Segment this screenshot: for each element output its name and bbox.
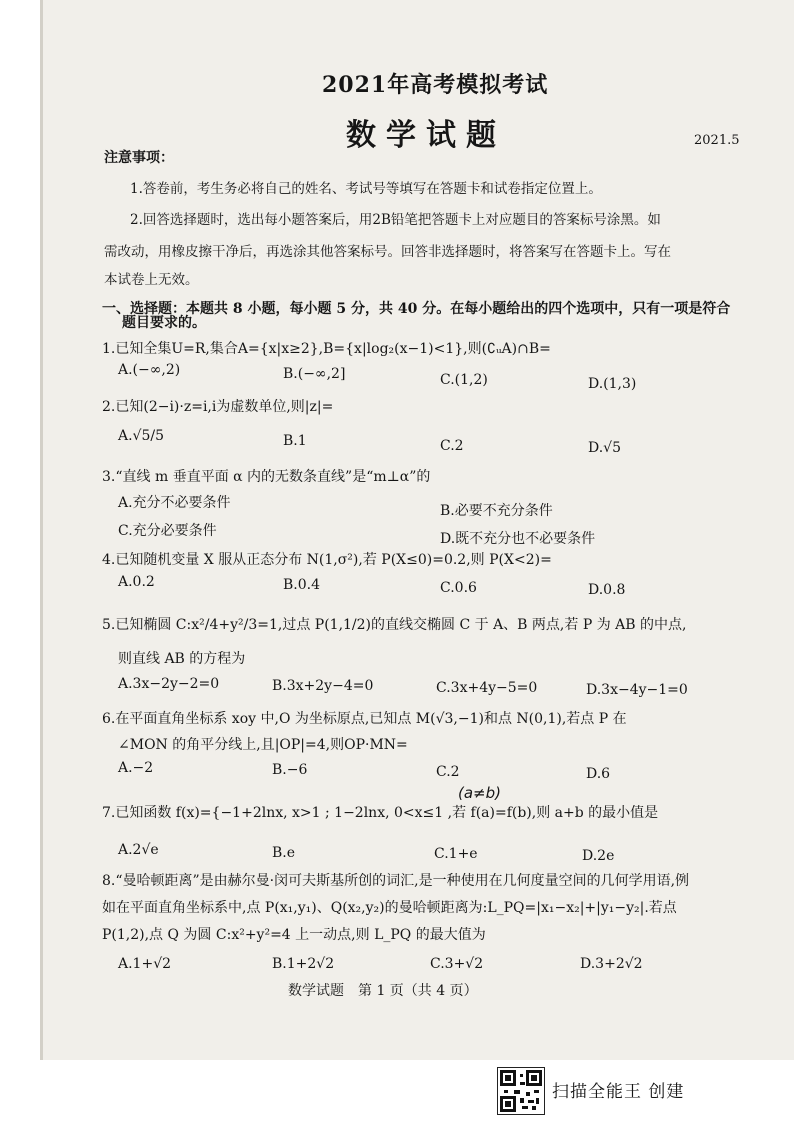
notes-heading: 注意事项：: [104, 150, 174, 166]
question-5: 5.已知椭圆 C:x²/4+y²/3=1,过点 P(1,1/2)的直线交椭圆 C 于 A、B 两点,若 P 为 AB 的中点,: [102, 617, 687, 633]
q4-option-c: C.0.6: [440, 580, 477, 596]
question-1: 1.已知全集U=R,集合A={x|x≥2},B={x|log₂(x−1)<1},则(∁ᵤA)∩B=: [102, 341, 551, 357]
note-line-2b: 需改动，用橡皮擦干净后，再选涂其他答案标号。回答非选择题时，将答案写在答题卡上。写在: [104, 244, 671, 260]
q8-option-a: A.1+√2: [118, 956, 172, 972]
note-line-1: 1.答卷前，考生务必将自己的姓名、考试号等填写在答题卡和试卷指定位置上。: [130, 181, 602, 197]
note-line-2c: 本试卷上无效。: [104, 272, 199, 288]
q3-option-a: A.充分不必要条件: [118, 495, 231, 511]
q2-option-c: C.2: [440, 438, 464, 454]
question-6-cont: ∠MON 的角平分线上,且|OP|=4,则OP·MN=: [118, 737, 408, 753]
q2-option-a: A.√5/5: [118, 428, 165, 444]
q7-option-c: C.1+e: [434, 846, 478, 862]
q1-option-b: B.(−∞,2]: [283, 366, 346, 382]
qr-code-icon: [497, 1067, 545, 1115]
q7-option-b: B.e: [272, 845, 296, 861]
q6-option-b: B.−6: [272, 762, 308, 778]
q6-option-c: C.2: [436, 764, 460, 780]
q8-option-b: B.1+2√2: [272, 956, 335, 972]
q6-option-d: D.6: [586, 766, 611, 782]
section-heading: 一、选择题：本题共 8 小题，每小题 5 分，共 40 分。在每小题给出的四个选项中，只有一项是符合: [102, 301, 731, 317]
question-7: 7.已知函数 f(x)={−1+2lnx, x>1 ; 1−2lnx, 0<x≤1 ,若 f(a)=f(b),则 a+b 的最小值是: [102, 805, 659, 821]
q3-option-c: C.充分必要条件: [118, 523, 217, 539]
q4-option-b: B.0.4: [283, 577, 321, 593]
handwritten-note: (a≠b): [458, 784, 501, 802]
question-2: 2.已知(2−i)·z=i,i为虚数单位,则|z|=: [102, 399, 334, 415]
question-6: 6.在平面直角坐标系 xoy 中,O 为坐标原点,已知点 M(√3,−1)和点 N(0,1),若点 P 在: [102, 711, 627, 727]
q5-option-c: C.3x+4y−5=0: [436, 680, 538, 696]
q1-option-c: C.(1,2): [440, 372, 488, 388]
q3-option-d: D.既不充分也不必要条件: [440, 531, 596, 547]
q3-option-b: B.必要不充分条件: [440, 503, 553, 519]
question-8-cont-2: P(1,2),点 Q 为圆 C:x²+y²=4 上一动点,则 L_PQ 的最大值为: [102, 927, 486, 943]
subject-title: 数学试题: [346, 118, 506, 153]
q4-option-a: A.0.2: [118, 574, 155, 590]
q1-option-d: D.(1,3): [588, 376, 637, 392]
section-heading-cont: 题目要求的。: [122, 315, 206, 331]
note-line-2a: 2.回答选择题时，选出每小题答案后，用2B铅笔把答题卡上对应题目的答案标号涂黑。如: [130, 212, 661, 228]
scanner-watermark: 扫描全能王 创建: [552, 1082, 685, 1102]
q4-option-d: D.0.8: [588, 582, 626, 598]
q7-option-a: A.2√e: [118, 842, 159, 858]
q8-option-d: D.3+2√2: [580, 956, 643, 972]
q6-option-a: A.−2: [118, 760, 154, 776]
exam-date: 2021.5: [694, 133, 740, 148]
question-8: 8.“曼哈顿距离”是由赫尔曼·闵可夫斯基所创的词汇,是一种使用在几何度量空间的几何学用语,例: [102, 873, 690, 889]
q8-option-c: C.3+√2: [430, 956, 484, 972]
question-8-cont-1: 如在平面直角坐标系中,点 P(x₁,y₁)、Q(x₂,y₂)的曼哈顿距离为:L_PQ=|x₁−x₂|+|y₁−y₂|.若点: [102, 900, 677, 916]
question-3: 3.“直线 m 垂直平面 α 内的无数条直线”是“m⊥α”的: [102, 469, 431, 485]
q5-option-a: A.3x−2y−2=0: [118, 676, 220, 692]
q5-option-b: B.3x+2y−4=0: [272, 678, 374, 694]
question-5-cont: 则直线 AB 的方程为: [118, 651, 246, 667]
exam-title: 2021年高考模拟考试: [322, 72, 549, 98]
q7-option-d: D.2e: [582, 848, 615, 864]
paper-edge: [40, 0, 43, 1060]
q5-option-d: D.3x−4y−1=0: [586, 682, 688, 698]
q1-option-a: A.(−∞,2): [118, 362, 181, 378]
q2-option-d: D.√5: [588, 440, 622, 456]
q2-option-b: B.1: [283, 433, 307, 449]
page-footer: 数学试题 第 1 页（共 4 页）: [288, 983, 478, 999]
question-4: 4.已知随机变量 X 服从正态分布 N(1,σ²),若 P(X≤0)=0.2,则 P(X<2)=: [102, 552, 552, 568]
